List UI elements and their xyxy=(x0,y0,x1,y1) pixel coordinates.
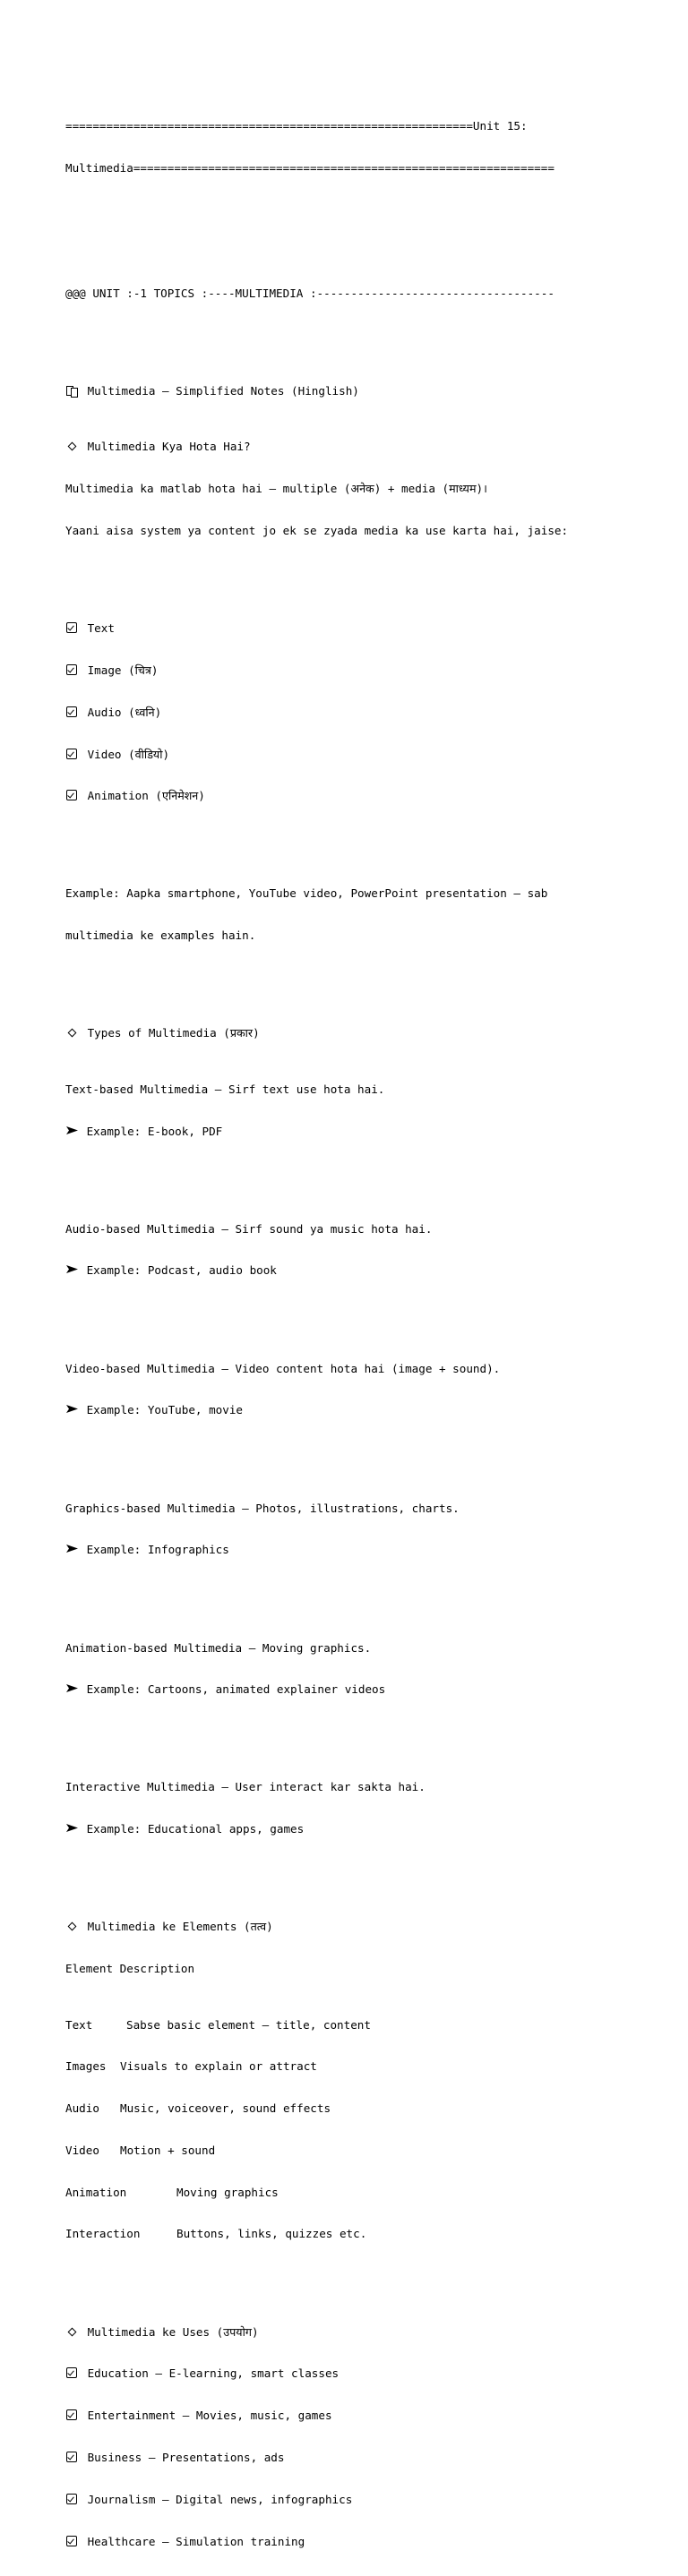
checkbox-icon xyxy=(65,2367,81,2379)
table-row xyxy=(65,2186,684,2200)
row-description: Motion + sound xyxy=(120,2143,216,2157)
table-row xyxy=(65,2101,684,2116)
row-description: Visuals to explain or attract xyxy=(120,2059,317,2074)
use-item-text: Entertainment – Movies, music, games xyxy=(87,2409,332,2423)
elements-heading-text: Multimedia ke Elements (तत्व) xyxy=(87,1920,273,1934)
media-item xyxy=(65,621,684,636)
diamond-icon xyxy=(65,1027,81,1039)
row-element: Interaction xyxy=(65,2227,141,2241)
arrow-right-icon xyxy=(65,1125,80,1135)
table-row xyxy=(65,2144,684,2158)
checkbox-icon xyxy=(65,2494,81,2505)
type-example-text: Example: Educational apps, games xyxy=(86,1822,305,1836)
diamond-icon xyxy=(65,1921,81,1932)
type-example-text: Example: YouTube, movie xyxy=(86,1403,243,1417)
use-item xyxy=(65,2366,684,2381)
example-line-2: multimedia ke examples hain. xyxy=(65,929,256,943)
type-example-text: Example: E-book, PDF xyxy=(86,1124,223,1138)
type-example-text: Example: Podcast, audio book xyxy=(86,1263,277,1278)
use-item-text: Education – E-learning, smart classes xyxy=(87,2366,340,2381)
uses-heading-text: Multimedia ke Uses (उपयोग) xyxy=(87,2324,259,2339)
example-line-1: Example: Aapka smartphone, YouTube video, PowerPoint presentation – sab xyxy=(65,886,548,901)
type-description: Video-based Multimedia – Video content hota hai (image + sound). xyxy=(65,1361,501,1375)
type-example xyxy=(65,1822,684,1836)
type-description: Animation-based Multimedia – Moving graphics. xyxy=(65,1640,372,1655)
type-example-text: Example: Infographics xyxy=(86,1543,229,1557)
use-item xyxy=(65,2493,684,2507)
media-item-label: Animation (एनिमेशन) xyxy=(87,789,205,803)
type-example xyxy=(65,1263,684,1278)
uses-heading xyxy=(65,2325,684,2340)
diamond-icon xyxy=(65,441,81,452)
type-description: Text-based Multimedia – Sirf text use hota hai. xyxy=(65,1082,385,1096)
notes-title xyxy=(65,384,684,398)
arrow-right-icon xyxy=(65,1264,80,1274)
kya-hota-heading-text: Multimedia Kya Hota Hai? xyxy=(87,440,251,454)
checkbox-icon xyxy=(65,2536,81,2547)
media-item xyxy=(65,663,684,678)
table-row xyxy=(65,2059,684,2074)
notes-title-text: Multimedia – Simplified Notes (Hinglish) xyxy=(87,384,359,398)
kya-hota-heading xyxy=(65,440,684,454)
media-item xyxy=(65,706,684,720)
use-item xyxy=(65,2535,684,2549)
arrow-right-icon xyxy=(65,1823,80,1833)
table-row xyxy=(65,2227,684,2241)
type-example xyxy=(65,1125,684,1139)
checkbox-icon xyxy=(65,622,81,634)
media-item-label: Image (चित्र) xyxy=(87,663,159,677)
use-item xyxy=(65,2409,684,2423)
elements-table-header xyxy=(65,1962,684,1976)
use-item xyxy=(65,2451,684,2465)
unit-topics-line: @@@ UNIT :-1 TOPICS :----MULTIMEDIA :----------------------------------- xyxy=(65,286,555,300)
checkbox-icon xyxy=(65,706,81,718)
table-row xyxy=(65,2018,684,2033)
use-item-text: Journalism – Digital news, infographics xyxy=(87,2492,353,2506)
header-line-1: ============================================================Unit 15: xyxy=(65,118,528,133)
media-item-label: Video (वीडियो) xyxy=(87,747,170,761)
row-description: Moving graphics xyxy=(176,2185,279,2199)
arrow-right-icon xyxy=(65,1544,80,1553)
media-item-label: Text xyxy=(87,621,115,636)
arrow-right-icon xyxy=(65,1404,80,1414)
row-element: Text xyxy=(65,2017,93,2032)
column-header-element: Element xyxy=(65,1962,114,1976)
types-heading-text: Types of Multimedia (प्रकार) xyxy=(87,1026,260,1040)
kya-hota-line-2: Yaani aisa system ya content jo ek se zyada media ka use karta hai, jaise: xyxy=(65,524,569,537)
elements-heading xyxy=(65,1920,684,1934)
row-description: Music, voiceover, sound effects xyxy=(120,2101,331,2116)
arrow-right-icon xyxy=(65,1683,80,1693)
column-header-description: Description xyxy=(119,1962,195,1976)
checkbox-icon xyxy=(65,790,81,801)
row-element: Video xyxy=(65,2143,99,2157)
checkbox-icon xyxy=(65,749,81,760)
checkbox-icon xyxy=(65,664,81,676)
type-example xyxy=(65,1403,684,1417)
row-description: Sabse basic element – title, content xyxy=(126,2017,371,2032)
use-item-text: Healthcare – Simulation training xyxy=(87,2534,305,2548)
type-description: Interactive Multimedia – User interact kar sakta hai. xyxy=(65,1780,426,1794)
media-item xyxy=(65,789,684,803)
header-line-2: Multimedia============================================================== xyxy=(65,160,555,175)
type-description: Graphics-based Multimedia – Photos, illustrations, charts. xyxy=(65,1501,460,1515)
document-page xyxy=(65,77,684,2576)
type-example xyxy=(65,1682,684,1697)
type-example-text: Example: Cartoons, animated explainer videos xyxy=(86,1682,386,1697)
checkbox-icon xyxy=(65,2409,81,2421)
type-example xyxy=(65,1543,684,1557)
type-description: Audio-based Multimedia – Sirf sound ya music hota hai. xyxy=(65,1221,433,1236)
books-icon xyxy=(65,385,81,397)
use-item-text: Business – Presentations, ads xyxy=(87,2450,285,2464)
media-item-label: Audio (ध्वनि) xyxy=(87,705,162,719)
kya-hota-line-1: Multimedia ka matlab hota hai – multiple (अनेक) + media (माध्यम)। xyxy=(65,482,487,496)
diamond-icon xyxy=(65,2326,81,2338)
row-element: Animation xyxy=(65,2185,127,2199)
row-element: Audio xyxy=(65,2101,99,2116)
row-description: Buttons, links, quizzes etc. xyxy=(176,2227,367,2241)
media-item xyxy=(65,748,684,762)
row-element: Images xyxy=(65,2059,107,2074)
types-heading xyxy=(65,1026,684,1040)
checkbox-icon xyxy=(65,2452,81,2463)
